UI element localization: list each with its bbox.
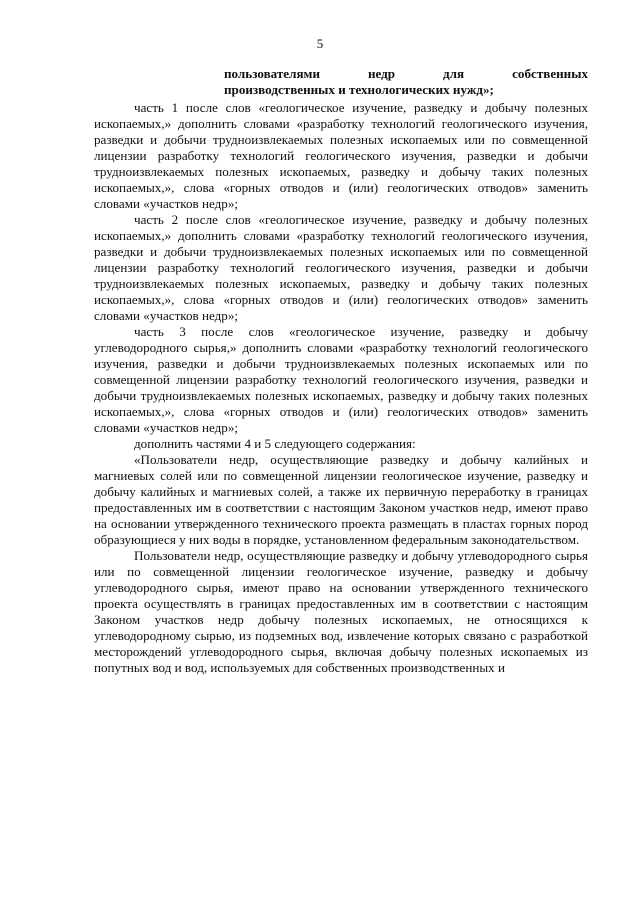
document-body [94, 66, 588, 676]
paragraph-part-2: часть 2 после слов «геологическое изучение, разведку и добычу полезных ископаемых,» дополнить словами «разработку технологий геологического изучения, разведки и добычи трудноизвлекаемых полезных ископаемых или по совмещенной лицензии разработку технологий геологического изучения, разведки и добычи трудноизвлекаемых полезных ископаемых, разведку и добычу таких полезных ископаемых,», слова «горных отводов и (или) геологических отводов» заменить словами «участков недр»; [94, 212, 588, 323]
page-number: 5 [316, 36, 324, 51]
paragraph-part-5-text: Пользователи недр, осуществляющие разведку и добычу углеводородного сырья или по совмещенной лицензии геологическое изучение, разведку и добычу углеводородного сырья, имеют право на основании утвержденного технического проекта осуществлять в границах предоставленных им в соответствии с настоящим Законом участков недр добычу полезных ископаемых, не относящихся к углеводородному сырью, из подземных вод, извлечение которых связано с разработкой месторождений углеводородного сырья, включая добычу полезных ископаемых из попутных вод и вод, используемых для собственных производственных и [94, 548, 588, 675]
paragraph-add-parts: дополнить частями 4 и 5 следующего содержания: [134, 436, 416, 451]
continued-heading [224, 66, 588, 98]
paragraph-part-3: часть 3 после слов «геологическое изучение, разведку и добычу углеводородного сырья,» дополнить словами «разработку технологий геологического изучения, разведки и добычи трудноизвлекаемых полезных ископаемых или по совмещенной лицензии разработку технологий геологического изучения, разведки и добычи трудноизвлекаемых полезных ископаемых, разведку и добычу таких полезных ископаемых,», слова «горных отводов и (или) геологических отводов» заменить словами «участков недр»; [94, 324, 588, 435]
heading-line-2: производственных и технологических нужд»; [224, 82, 494, 97]
heading-line-1: пользователями недр для собственных [224, 66, 588, 81]
paragraph-part-4-text: «Пользователи недр, осуществляющие разведку и добычу калийных и магниевых солей или по совмещенной лицензии геологическое изучение, разведку и добычу калийных и магниевых солей, а также их первичную переработку в границах предоставленных им в соответствии с настоящим Законом участков недр, имеют право на основании утвержденного технического проекта размещать в пластах горных пород образующиеся у них воды в порядке, установленном федеральным законодательством. [94, 452, 588, 547]
paragraph-part-1: часть 1 после слов «геологическое изучение, разведку и добычу полезных ископаемых,» дополнить словами «разработку технологий геологического изучения, разведки и добычи трудноизвлекаемых полезных ископаемых или по совмещенной лицензии разработку технологий геологического изучения, разведки и добычи трудноизвлекаемых полезных ископаемых, разведку и добычу таких полезных ископаемых,», слова «горных отводов и (или) геологических отводов» заменить словами «участков недр»; [94, 100, 588, 211]
